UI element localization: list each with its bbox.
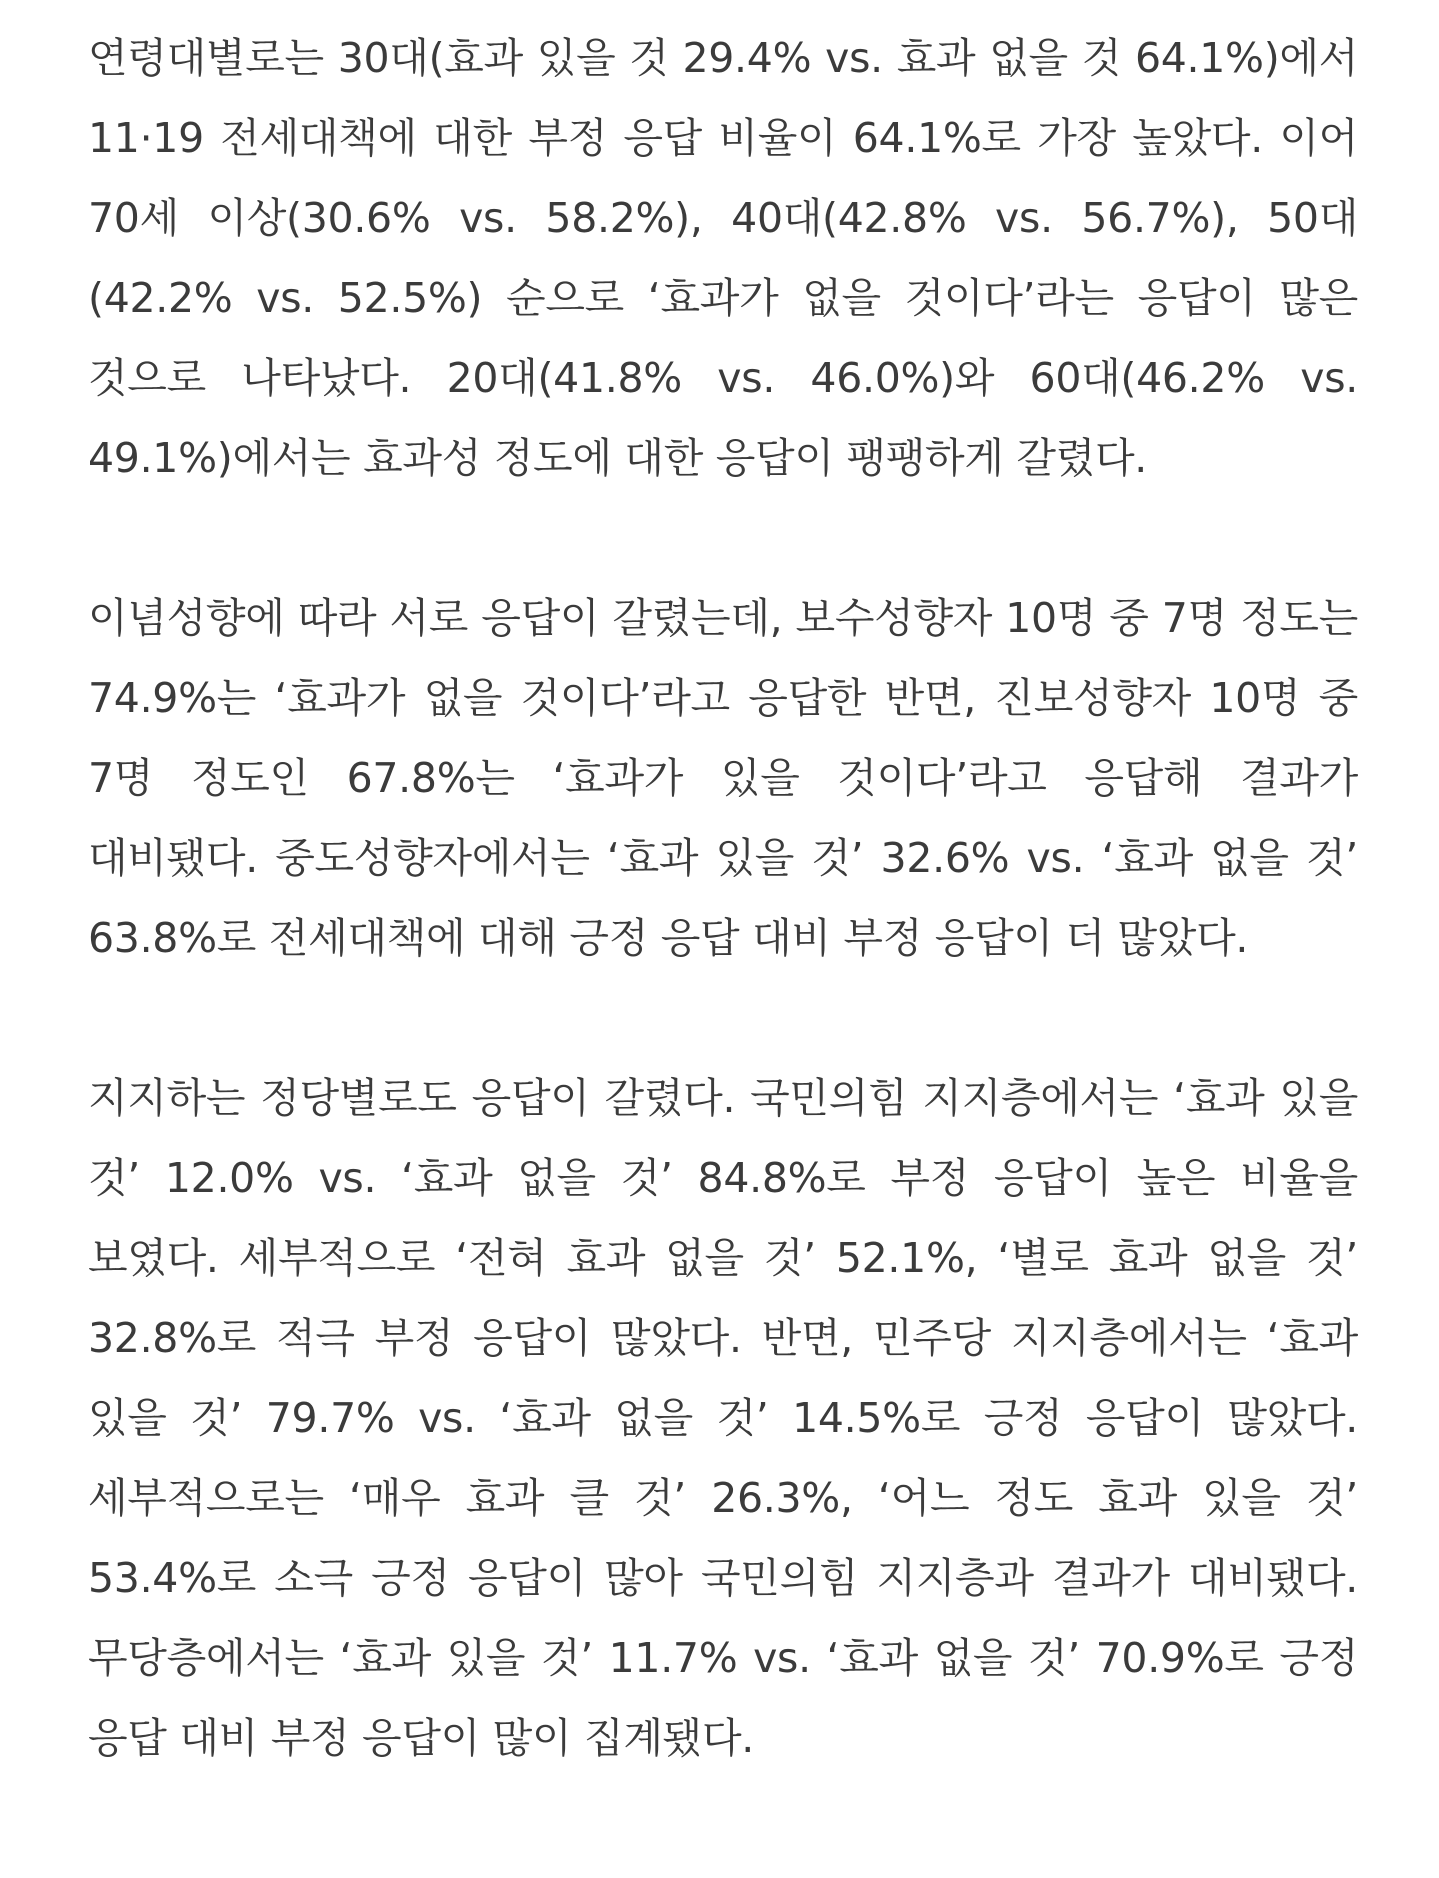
paragraph-age-groups: 연령대별로는 30대(효과 있을 것 29.4% vs. 효과 없을 것 64.1%)에서 11·19 전세대책에 대한 부정 응답 비율이 64.1%로 가장 높았다. 이어 70세 이상(30.6% vs. 58.2%), 40대(42.8% vs. 56.7%), 50대(42.2% vs. 52.5%) 순으로 ‘효과가 없을 것이다’라는 응답이 많은 것으로 나타났다. 20대(41.8% vs. 46.0%)와 60대(46.2% vs. 49.1%)에서는 효과성 정도에 대한 응답이 팽팽하게 갈렸다. xyxy=(88,34,1358,482)
paragraph-party-support: 지지하는 정당별로도 응답이 갈렸다. 국민의힘 지지층에서는 ‘효과 있을 것’ 12.0% vs. ‘효과 없을 것’ 84.8%로 부정 응답이 높은 비율을 보였다. 세부적으로 ‘전혀 효과 없을 것’ 52.1%, ‘별로 효과 없을 것’ 32.8%로 적극 부정 응답이 많았다. 반면, 민주당 지지층에서는 ‘효과 있을 것’ 79.7% vs. ‘효과 없을 것’ 14.5%로 긍정 응답이 많았다. 세부적으로는 ‘매우 효과 클 것’ 26.3%, ‘어느 정도 효과 있을 것’ 53.4%로 소극 긍정 응답이 많아 국민의힘 지지층과 결과가 대비됐다. 무당층에서는 ‘효과 있을 것’ 11.7% vs. ‘효과 없을 것’ 70.9%로 긍정 응답 대비 부정 응답이 많이 집계됐다. xyxy=(88,1074,1358,1762)
paragraph-ideology: 이념성향에 따라 서로 응답이 갈렸는데, 보수성향자 10명 중 7명 정도는 74.9%는 ‘효과가 없을 것이다’라고 응답한 반면, 진보성향자 10명 중 7명 정도인 67.8%는 ‘효과가 있을 것이다’라고 응답해 결과가 대비됐다. 중도성향자에서는 ‘효과 있을 것’ 32.6% vs. ‘효과 없을 것’ 63.8%로 전세대책에 대해 긍정 응답 대비 부정 응답이 더 많았다. xyxy=(88,594,1358,962)
article-body xyxy=(88,18,1358,1778)
